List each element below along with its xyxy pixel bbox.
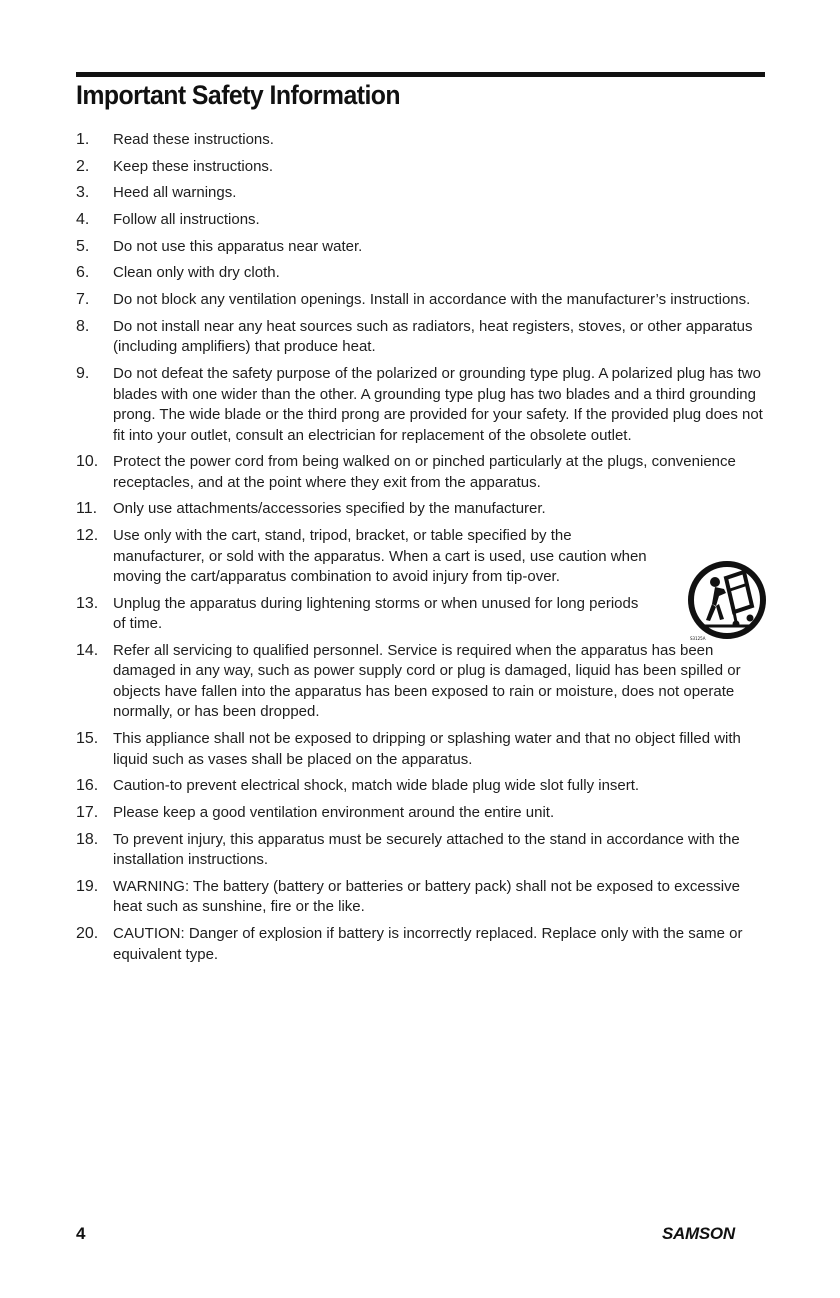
page-number: 4 [76, 1224, 86, 1243]
item-number: 13. [76, 594, 99, 612]
safety-item [76, 803, 766, 824]
item-number: 5. [76, 237, 90, 255]
item-number: 14. [76, 641, 99, 659]
samson-logo: SAMSON [662, 1224, 735, 1243]
item-text: Read these instructions. [113, 131, 274, 148]
safety-item [76, 729, 766, 770]
item-text: This appliance shall not be exposed to dripping or splashing water and that no object filled with liquid such as vases shall be placed on the apparatus. [113, 730, 741, 768]
title-rule [76, 72, 765, 77]
item-number: 16. [76, 777, 99, 795]
item-text: Keep these instructions. [113, 157, 274, 175]
item-text: Use only with the cart, stand, tripod, bracket, or table specified by the manufacturer, or sold with the apparatus. When a cart is used, use caution when moving the cart/apparatus combination to avoid injury from tip-over. [113, 527, 647, 586]
item-number: 10. [76, 453, 99, 471]
safety-item [76, 364, 766, 446]
safety-item [76, 290, 766, 311]
cart-icon-caption: S3125A [690, 636, 706, 641]
safety-item [76, 157, 766, 178]
item-number: 8. [76, 317, 90, 335]
safety-item [76, 499, 766, 520]
safety-item [76, 452, 766, 493]
safety-item [76, 130, 766, 151]
item-number: 20. [76, 925, 99, 943]
cart-tipover-warning-icon [686, 560, 768, 642]
safety-item [76, 877, 766, 918]
item-text: CAUTION: Danger of explosion if battery is incorrectly replaced. Replace only with the same or equivalent type. [113, 925, 743, 963]
safety-item [76, 183, 766, 204]
item-text: To prevent injury, this apparatus must be securely attached to the stand in accordance with the installation instructions. [113, 830, 740, 869]
safety-item [76, 641, 766, 723]
safety-item [76, 526, 766, 588]
item-text: Refer all servicing to qualified personnel. Service is required when the apparatus has been damaged in any way, such as power supply cord or plug is damaged, liquid has been spilled or objects have fallen into the apparatus has been exposed to rain or moisture, does not operate normally, or has been dropped. [113, 641, 741, 721]
item-number: 15. [76, 730, 99, 748]
item-text: Protect the power cord from being walked on or pinched particularly at the plugs, convenience receptacles, and at the point where they exit from the apparatus. [113, 453, 736, 491]
item-number: 19. [76, 877, 99, 895]
item-text: Clean only with dry cloth. [113, 264, 280, 282]
page-title: Important Safety Information [76, 80, 401, 110]
item-number: 12. [76, 527, 99, 545]
item-text: Unplug the apparatus during lightening storms or when unused for long periods of time. [113, 594, 639, 633]
item-number: 9. [76, 365, 90, 382]
item-text: Please keep a good ventilation environment around the entire unit. [113, 804, 555, 821]
safety-item [76, 263, 766, 284]
safety-item [76, 924, 766, 965]
item-number: 11. [76, 500, 98, 518]
item-number: 17. [76, 804, 99, 821]
item-number: 18. [76, 830, 99, 848]
item-number: 6. [76, 264, 90, 282]
safety-item [76, 830, 766, 871]
safety-item [76, 776, 766, 797]
item-text: Do not block any ventilation openings. Install in accordance with the manufacturer’s instructions. [113, 291, 751, 309]
item-number: 2. [76, 157, 90, 175]
item-number: 7. [76, 291, 90, 309]
item-number: 3. [76, 184, 90, 202]
safety-item [76, 237, 766, 258]
item-number: 1. [76, 131, 90, 148]
item-number: 4. [76, 211, 90, 229]
item-text: Do not install near any heat sources such as radiators, heat registers, stoves, or other apparatus (including amplifiers) that produce heat. [113, 317, 753, 356]
safety-instructions-list [76, 130, 766, 971]
safety-item [76, 594, 766, 635]
safety-item [76, 210, 766, 231]
item-text: Do not use this apparatus near water. [113, 237, 363, 255]
item-text: Do not defeat the safety purpose of the polarized or grounding type plug. A polarized plug has two blades with one wider than the other. A grounding type plug has two blades and a third grounding prong. The wide blade or the third prong are provided for your safety. If the provided plug does not fit into your outlet, consult an electrician for replacement of the obsolete outlet. [113, 365, 763, 444]
safety-item [76, 317, 766, 358]
item-text: Only use attachments/accessories specified by the manufacturer. [113, 500, 546, 518]
item-text: Follow all instructions. [113, 211, 260, 229]
item-text: Heed all warnings. [113, 184, 237, 202]
item-text: WARNING: The battery (battery or batteries or battery pack) shall not be exposed to excessive heat such as sunshine, fire or the like. [113, 877, 740, 916]
item-text: Caution-to prevent electrical shock, match wide blade plug wide slot fully insert. [113, 777, 640, 795]
